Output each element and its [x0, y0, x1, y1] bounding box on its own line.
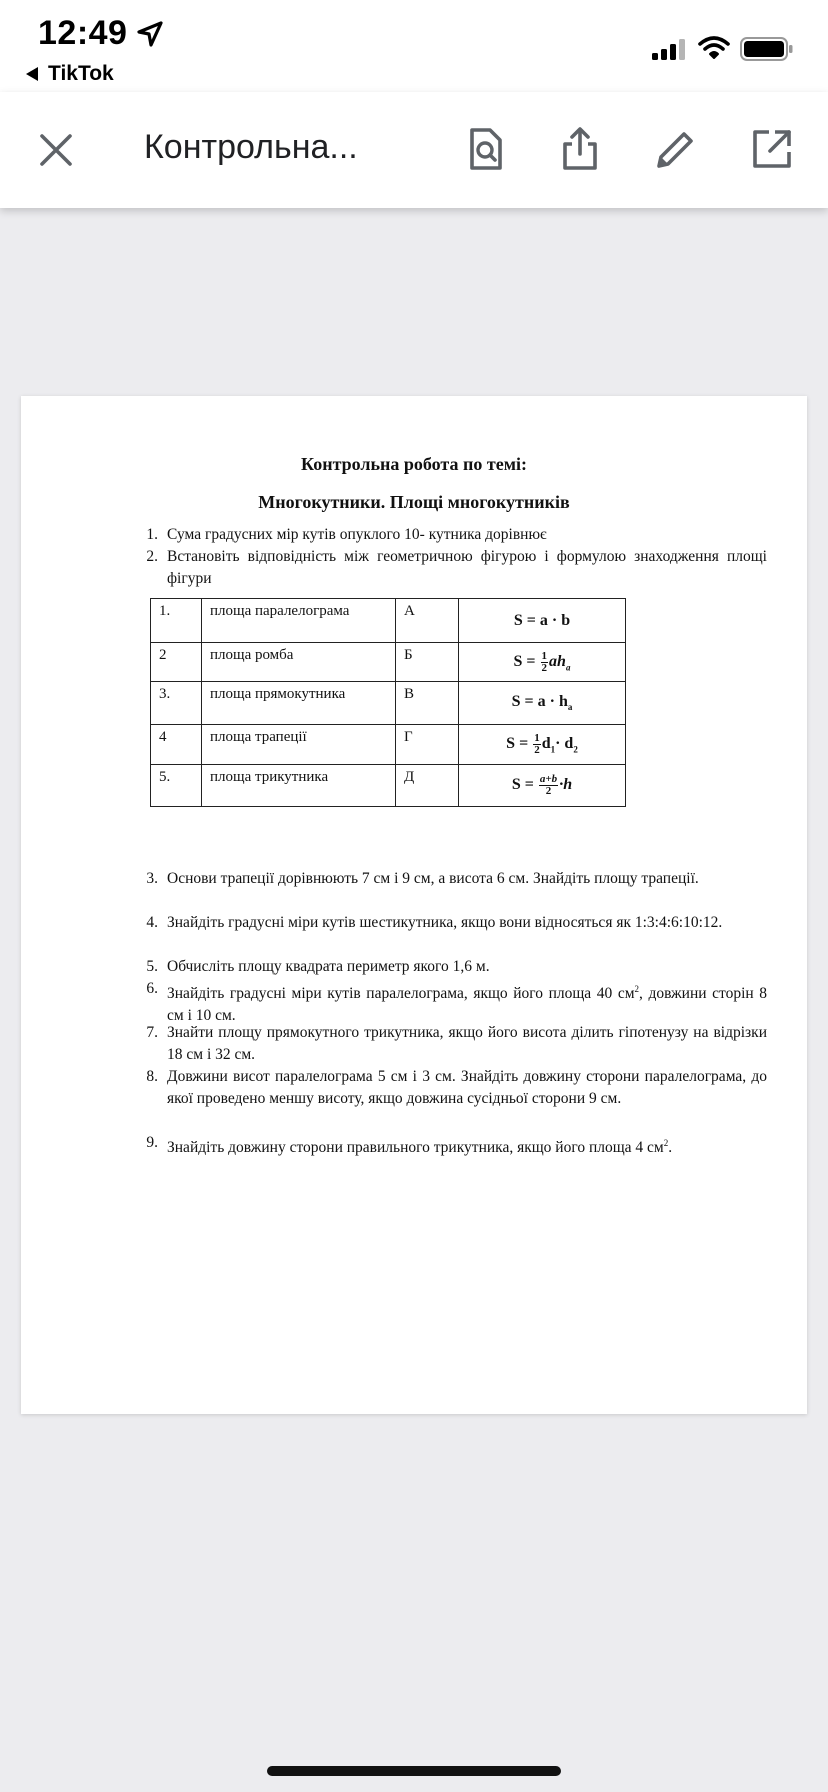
battery-icon	[740, 36, 794, 62]
formula-cell: S = $\frac{1}{2}$ $ah_a$	[459, 643, 626, 682]
table-row: 3. площа прямокутника В $S = a \cdot h_a$	[151, 682, 626, 725]
edit-icon[interactable]	[653, 126, 699, 172]
matching-table	[150, 598, 626, 807]
share-icon[interactable]	[557, 126, 603, 172]
status-bar	[0, 0, 828, 92]
doc-title-line-2: Многокутники. Площі многокутників	[258, 492, 570, 512]
table-row: 1. площа паралелограма А S = a · b	[151, 599, 626, 643]
status-time: 12:49	[38, 14, 128, 52]
cellular-signal-icon	[652, 38, 686, 60]
search-document-icon[interactable]	[462, 126, 508, 172]
table-row: 2 площа ромба Б S = $\frac{1}{2}$ $ah_a$	[151, 643, 626, 682]
doc-title-line-1: Контрольна робота по темі:	[301, 454, 527, 474]
formula-cell: $S = a \cdot h_a$	[459, 682, 626, 725]
home-indicator[interactable]	[267, 1766, 561, 1776]
fraction: $\frac{1}{2}$	[534, 732, 540, 756]
fraction: $\frac{1}{2}$	[541, 649, 548, 674]
table-row: 5. площа трикутника Д S = $\frac{a+b}{2}$ ·h	[151, 765, 626, 807]
formula-cell: S = a · b	[459, 599, 626, 643]
document-title: Контрольна...	[144, 128, 358, 166]
open-external-icon[interactable]	[749, 126, 795, 172]
table-row: 4 площа трапеції Г S = $\frac{1}{2}$ $d_1\cdot d_2$	[151, 725, 626, 765]
back-triangle-icon[interactable]	[24, 66, 40, 82]
viewer-toolbar	[0, 92, 828, 208]
back-to-app-link[interactable]: TikTok	[48, 62, 114, 85]
formula-cell: S = $\frac{a+b}{2}$ ·h	[459, 765, 626, 807]
fraction: $\frac{a+b}{2}$	[539, 773, 558, 797]
close-icon[interactable]	[36, 130, 76, 170]
wifi-icon	[698, 36, 730, 60]
document-page[interactable]: Контрольна робота по темі: Многокутники. Площі многокутників 1. Сума градусних мір кутів опуклого 10- кутника дорівнює 2. Встановіть відповідність між геометричною фігурою і формулою знаходження площі фігури 1. площа паралелограма А S = a · b 2 площа ромба Б S = $\frac{1}{2}$ $ah_a$ 3. площа прямокутника В $S = a \cdot h_a$ 4 площа трапеції Г S = $\frac{1}{2}$ $d_1\cdot d_2$ 5. площа трикутника Д S = $\frac{a+b}{2}$ ·h 3. Основи трапеції дорівнюють 7 см і 9 см, а висота 6 см. Знайдіть площу трапеції. 4. Знайдіть градусні міри кутів шестикутника, якщо вони відносяться як 1:3:4:6:10:12. 5. Обчисліть площу квадрата периметр якого 1,6 м. 6. Знайдіть градусні міри кутів паралелограма, якщо його площа 40 $см^2$, довжини сторін 8 см і 10 см. 7. Знайти площу прямокутного трикутника, якщо його висота ділить гіпотенузу на відрізки 18 см і 32 см. 8. Довжини висот паралелограма 5 см і 3 см. Знайдіть довжину сторони паралелограма, до якої проведено меншу висоту, якщо довжина сусідньої сторони 9 см. 9. Знайдіть довжину сторони правильного трикутника, якщо його площа 4 $см^2$.	[21, 396, 807, 1414]
formula-cell: S = $\frac{1}{2}$ $d_1\cdot d_2$	[459, 725, 626, 765]
location-arrow-icon	[136, 20, 164, 48]
